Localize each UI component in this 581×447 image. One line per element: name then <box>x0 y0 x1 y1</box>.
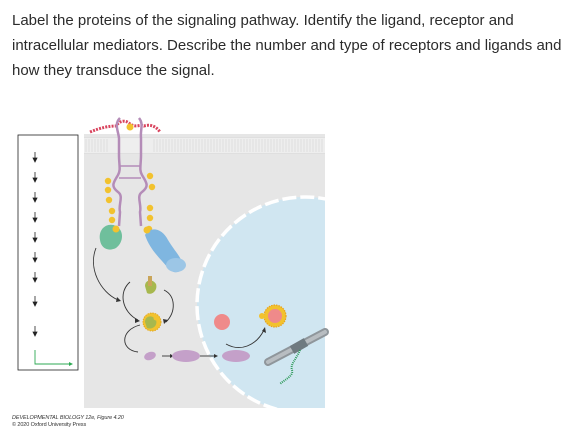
transcription-factor-red <box>214 314 230 330</box>
question-text: Label the proteins of the signaling pathway. Identify the ligand, receptor and intracellular mediators. Describe the number and type of receptors and ligands and how they transduce the signal. <box>12 12 562 79</box>
mediator-cytoplasm <box>172 350 200 362</box>
label-box <box>18 135 78 370</box>
mediator-nuclear <box>222 350 250 362</box>
ligand-chain <box>90 121 160 132</box>
figure-credit-copyright: © 2020 Oxford University Press <box>12 422 87 428</box>
mediator-active <box>143 313 161 331</box>
figure-credit-source: DEVELOPMENTAL BIOLOGY 12e, Figure 4.20 <box>12 415 124 421</box>
ligand-bead <box>127 124 134 131</box>
